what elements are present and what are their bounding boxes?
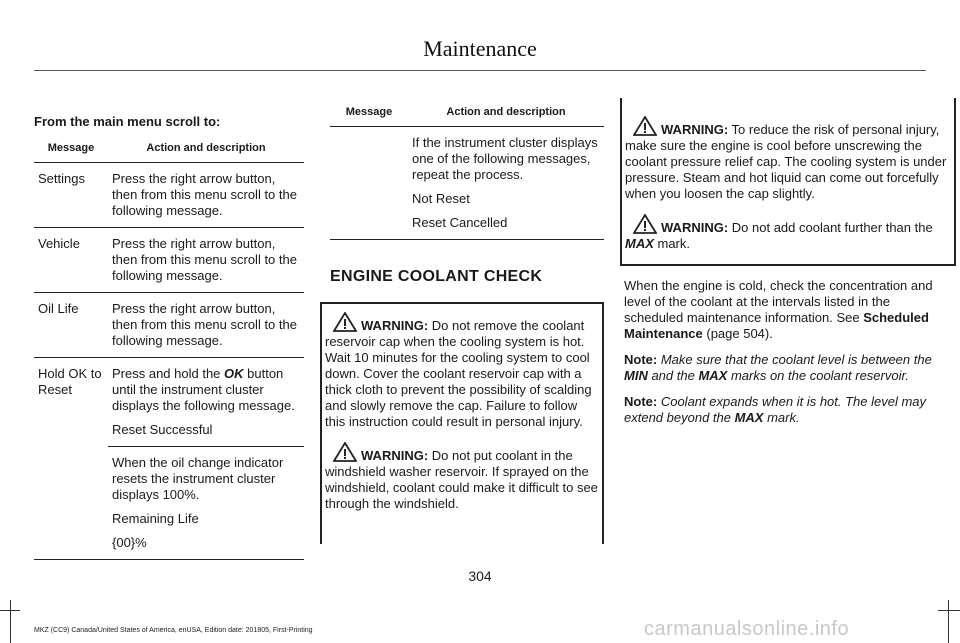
cell-message: Hold OK to Reset [34,358,108,560]
footer-edition-info: MKZ (CC9) Canada/United States of America, enUSA, Edition date: 201805, First-Printing [34,627,313,634]
note-paragraph: Note: Make sure that the coolant level is between the MIN and the MAX marks on the coolant reservoir. [624,352,932,383]
warning-triangle-icon [333,312,357,332]
section-title: ENGINE COOLANT CHECK [330,268,543,285]
table-intro: From the main menu scroll to: [34,114,221,129]
action-text: Press the right arrow button, then from this menu scroll to the following message. [112,171,297,218]
warning-text: Do not add coolant further than the [728,220,933,235]
cell-message: Vehicle [34,228,108,293]
menu-table-1 [34,140,304,560]
warning-paragraph [325,312,599,430]
header-divider [34,70,926,71]
action-text: Press the right arrow button, then from this menu scroll to the following message. [112,236,297,283]
crop-mark [10,600,11,643]
cross-reference-link[interactable]: Scheduled Maintenance [624,310,929,341]
crop-mark [0,610,20,611]
action-text: When the oil change indicator resets the instrument cluster displays 100%. [112,455,284,502]
warning-triangle-icon [633,116,657,136]
warning-box-coolant [320,302,604,544]
cell-action [108,293,304,358]
cell-action [108,447,304,560]
table-row [34,358,304,447]
cell-action [408,127,604,240]
max-mark: MAX [625,236,654,251]
warning-label: WARNING: [361,318,429,333]
col-header-action: Action and description [108,140,304,163]
warning-label: WARNING: [361,448,429,463]
table-row [34,163,304,228]
table-row [34,293,304,358]
action-message: Remaining Life [112,511,199,526]
action-message: Reset Successful [112,422,213,437]
table-row [330,127,604,240]
warning-text: Do not put coolant in the windshield washer reservoir. If sprayed on the windshield, coolant could make it difficult to see through the windshield. [325,448,598,511]
warning-paragraph [625,116,951,202]
action-text: Press and hold the OK button until the instrument cluster displays the following message. [112,366,295,413]
col-header-action: Action and description [408,104,604,127]
cell-message [330,127,408,240]
body-paragraph: When the engine is cold, check the concentration and level of the coolant at the intervals listed in the scheduled maintenance information. See Scheduled Maintenance (page 504). [624,278,933,341]
action-message: Not Reset [412,191,470,206]
table-row [34,228,304,293]
warning-triangle-icon [333,442,357,462]
watermark: carmanualsonline.info [644,618,850,640]
cell-action [108,163,304,228]
cell-message: Oil Life [34,293,108,358]
warning-text: mark. [653,236,691,251]
warning-text: Do not remove the coolant reservoir cap when the cooling system is hot. Wait 10 minutes for the cooling system to cool down. Cover the coolant reservoir cap with a thick cloth to prevent the possibility of scalding and slowly remove the cap. Failure to follow this instruction could result in personal injury. [325,318,592,429]
action-text: If the instrument cluster displays one of the following messages, repeat the process. [412,135,598,182]
crop-mark [938,610,960,611]
warning-text: To reduce the risk of personal injury, make sure the engine is cool before unscrewing the coolant pressure relief cap. The cooling system is under pressure. Steam and hot liquid can come out forcefully when you loosen the cap slightly. [625,122,947,201]
cell-action [108,358,304,447]
action-text: Press the right arrow button, then from this menu scroll to the following message. [112,301,297,348]
cell-action [108,228,304,293]
menu-table-2 [330,104,604,240]
note-paragraph: Note: Coolant expands when it is hot. The level may extend beyond the MAX mark. [624,394,927,425]
warning-triangle-icon [633,214,657,234]
page-number: 304 [468,568,492,584]
warning-label: WARNING: [661,220,729,235]
page-header-title: Maintenance [423,36,537,61]
cell-message: Settings [34,163,108,228]
warning-paragraph [325,442,599,512]
action-message: {00}% [112,535,147,550]
warning-paragraph [625,214,951,252]
coolant-text-column [624,278,952,436]
crop-mark [948,600,949,643]
warning-box-pressure-cap [620,98,956,266]
col-header-message: Message [330,104,408,127]
warning-label: WARNING: [661,122,729,137]
col-header-message: Message [34,140,108,163]
action-message: Reset Cancelled [412,215,508,230]
